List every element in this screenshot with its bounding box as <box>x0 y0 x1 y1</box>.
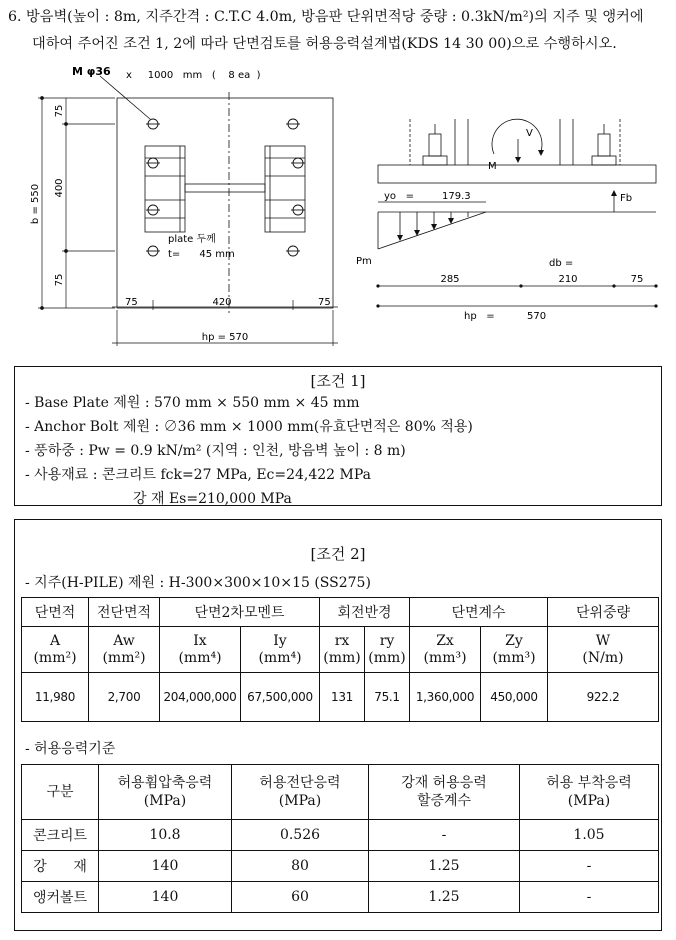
condition-1-line-4: - 사용재료 : 콘크리트 fck=27 MPa, Ec=24,422 MPa <box>25 467 372 483</box>
bolt-label: M φ36 <box>72 65 111 78</box>
m-label: M <box>488 161 497 172</box>
dim-v-top: 75 <box>54 104 65 118</box>
condition-1-line-3: - 풍하중 : Pw = 0.9 kN/m² (지역 : 인천, 방음벽 높이 : 8 m) <box>25 443 406 459</box>
allow-header-factor: 강재 허용응력 할증계수 <box>369 765 520 820</box>
dim-210: 210 <box>558 274 578 285</box>
header-shear-area: 전단면적 <box>89 598 160 627</box>
condition-1-line-5: 강 재 Es=210,000 MPa <box>133 491 292 507</box>
allow-header-shear: 허용전단응력 (MPa) <box>232 765 369 820</box>
figure <box>0 64 676 354</box>
value-cell: 2,700 <box>89 673 160 722</box>
condition-1-line-1: - Base Plate 제원 : 570 mm × 550 mm × 45 mm <box>25 395 360 411</box>
header-section-modulus: 단면계수 <box>410 598 548 627</box>
header-radius-gyration: 회전반경 <box>320 598 410 627</box>
unit-cell: Zx (mm³) <box>410 627 481 673</box>
yo-label: yo = <box>384 191 414 202</box>
allow-header-bending: 허용휨압축응력 (MPa) <box>99 765 232 820</box>
header-moment-inertia: 단면2차모멘트 <box>160 598 320 627</box>
plate-label: plate 두께 <box>168 234 216 245</box>
condition-2-title: [조건 2] <box>310 545 366 563</box>
base-plate-section <box>378 165 656 183</box>
question-line-1: 6. 방음벽(높이 : 8m, 지주간격 : C.T.C 4.0m, 방음판 단위면적당 중량 : 0.3kN/m²)의 지주 및 앵커에 <box>8 9 644 25</box>
condition-1-title: [조건 1] <box>310 372 366 390</box>
dim-285: 285 <box>440 274 460 285</box>
allowable-stress-title: - 허용응력기준 <box>25 741 116 757</box>
unit-cell: A (mm²) <box>22 627 89 673</box>
value-cell: 131 <box>320 673 365 722</box>
question-line-2: 대하여 주어진 조건 1, 2에 따라 단면검토를 허용응력설계법(KDS 14 30 00)으로 수행하시오. <box>32 36 617 52</box>
value-cell: 11,980 <box>22 673 89 722</box>
dim-h-left: 75 <box>125 297 138 308</box>
header-unit-weight: 단위중량 <box>548 598 659 627</box>
unit-cell: W (N/m) <box>548 627 659 673</box>
dim-h-right: 75 <box>318 297 331 308</box>
unit-cell: Ix (mm⁴) <box>160 627 241 673</box>
hp-label-left: hp = 570 <box>201 332 249 343</box>
unit-cell: Aw (mm²) <box>89 627 160 673</box>
header-area: 단면적 <box>22 598 89 627</box>
unit-cell: rx (mm) <box>320 627 365 673</box>
base-plate-outline <box>117 98 333 308</box>
value-cell: 1,360,000 <box>410 673 481 722</box>
value-cell: 450,000 <box>481 673 548 722</box>
db-label: db = <box>549 258 574 269</box>
v-label: V <box>526 128 533 139</box>
value-cell: 922.2 <box>548 673 659 722</box>
plate-thickness: t= 45 mm <box>168 249 235 260</box>
stress-diagram <box>378 192 656 249</box>
question-text <box>8 4 668 58</box>
yo-value: 179.3 <box>442 191 471 202</box>
unit-cell: ry (mm) <box>365 627 410 673</box>
table-row: 앵커볼트 140 60 1.25 - <box>22 882 659 913</box>
dim-v-mid: 400 <box>54 178 65 198</box>
hp-label-right: hp = <box>464 311 495 322</box>
table-row: 콘크리트 10.8 0.526 - 1.05 <box>22 820 659 851</box>
hp-value-right: 570 <box>527 311 547 322</box>
fb-label: Fb <box>620 193 633 204</box>
section-elevation <box>378 119 656 183</box>
dim-h-mid: 420 <box>212 297 232 308</box>
allow-header-bond: 허용 부착응력 (MPa) <box>520 765 659 820</box>
section-properties-table <box>21 597 659 722</box>
b-label: b = 550 <box>30 183 41 225</box>
condition-1-box <box>14 366 662 506</box>
allow-header-category: 구분 <box>22 765 99 820</box>
dim-v-bot: 75 <box>54 273 65 287</box>
right-flange <box>265 146 305 232</box>
condition-2-subtitle: - 지주(H-PILE) 제원 : H-300×300×10×15 (SS275) <box>25 575 371 591</box>
pm-label: Pm <box>356 256 372 267</box>
base-plate-plan <box>117 92 333 316</box>
condition-1-line-2: - Anchor Bolt 제원 : ∅36 mm × 1000 mm(유효단면적은 80% 적용) <box>25 419 473 435</box>
table-row: 강 재 140 80 1.25 - <box>22 851 659 882</box>
condition-2-box <box>14 519 662 931</box>
value-cell: 204,000,000 <box>160 673 241 722</box>
value-cell: 67,500,000 <box>241 673 320 722</box>
allowable-stress-table <box>21 764 659 913</box>
unit-cell: Iy (mm⁴) <box>241 627 320 673</box>
unit-cell: Zy (mm³) <box>481 627 548 673</box>
bolt-spec: x 1000 mm ( 8 ea ) <box>126 70 261 81</box>
dim-75: 75 <box>630 274 644 285</box>
value-cell: 75.1 <box>365 673 410 722</box>
